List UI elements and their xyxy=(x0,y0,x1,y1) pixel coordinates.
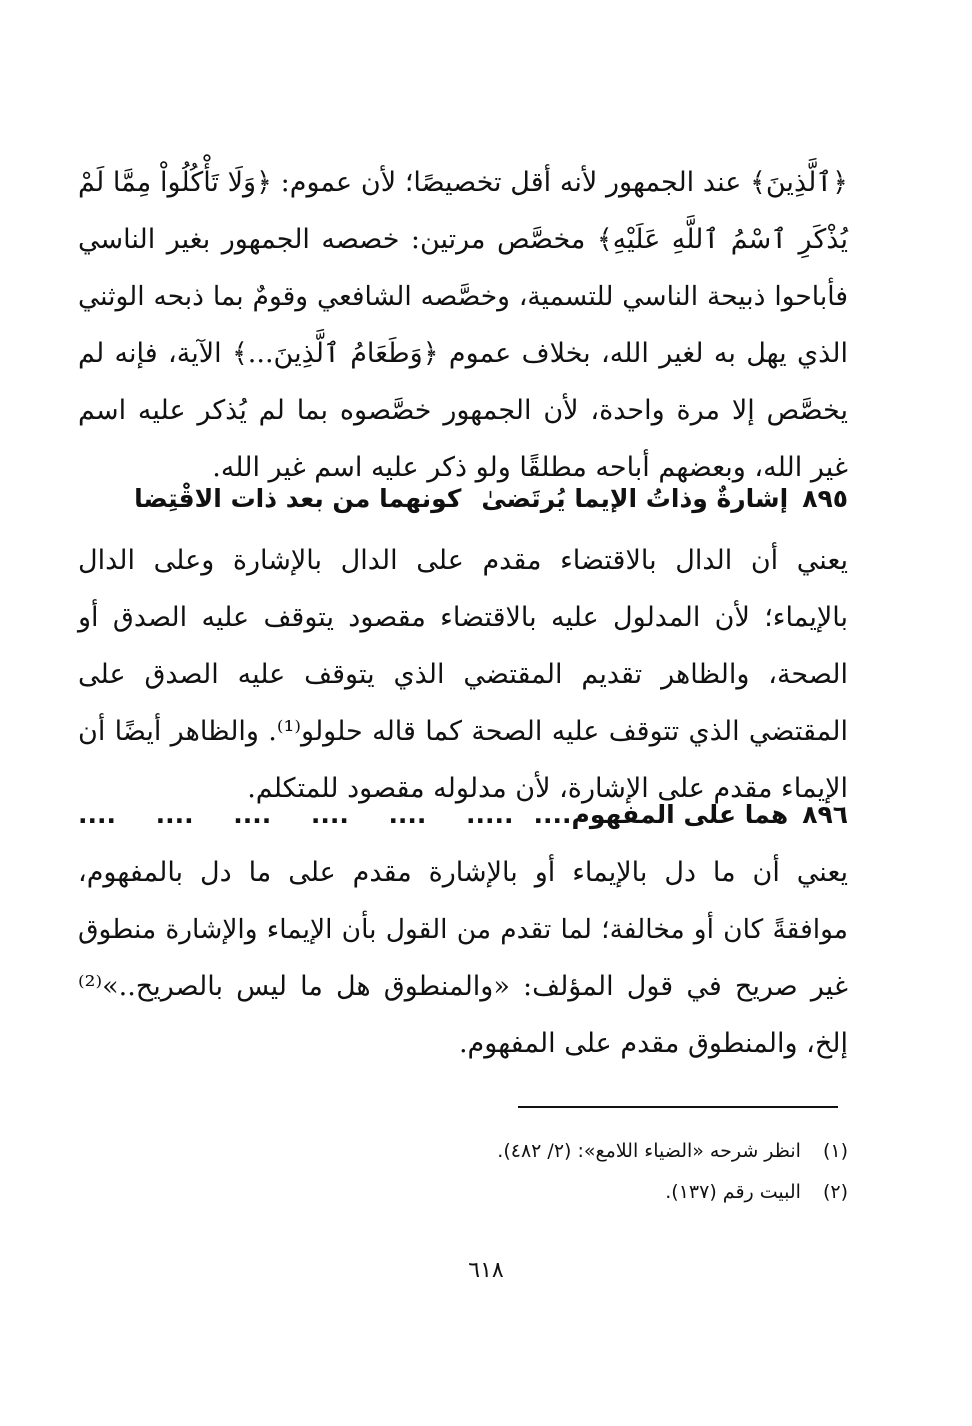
text-line: الإيماء مقدم على الإشارة، لأن مدلوله مقصود للمتكلم. xyxy=(247,773,848,804)
text-line: إلخ، والمنطوق مقدم على المفهوم. xyxy=(458,1028,848,1059)
text-line: يعني أن ما دل بالإيماء أو بالإشارة مقدم على ما دل بالمفهوم، xyxy=(78,857,848,888)
ellipsis-segment: .... xyxy=(310,800,349,829)
footnote-divider xyxy=(518,1106,838,1108)
verse-ellipsis xyxy=(78,788,514,842)
ellipsis-segment: .... xyxy=(155,800,194,829)
verse-number: ٨٩٥ xyxy=(802,484,848,513)
text-line: يُذْكَرِ ٱسْمُ ٱللَّهِ عَلَيْهِ﴾ مخصَّص مرتين: خصصه الجمهور بغير الناسي xyxy=(78,224,848,255)
verse-first-half: إشارةٌ وذاتُ الإيما يُرتَضىٰ xyxy=(481,484,789,513)
ellipsis-segment: .... xyxy=(388,800,427,829)
text-line: يعني أن الدال بالاقتضاء مقدم على الدال بالإشارة وعلى الدال xyxy=(78,545,848,576)
verse-second-half: كونهما من بعد ذات الاقْتِضا xyxy=(134,484,462,513)
footnote-text: البيت رقم (١٣٧). xyxy=(665,1181,801,1203)
text-line: غير صريح في قول المؤلف: «والمنطوق هل ما ليس بالصريح..»⁽²⁾ xyxy=(78,971,848,1002)
footnote-2 xyxy=(665,1175,848,1209)
footnote-number: (٢) xyxy=(822,1181,848,1203)
footnote-text: انظر شرحه «الضياء اللامع»: (٢/ ٤٨٢). xyxy=(497,1140,801,1162)
ellipsis-segment: .... xyxy=(78,800,116,829)
text-line: فأباحوا ذبيحة الناسي للتسمية، وخصَّصه الشافعي وقومٌ بما ذبحه الوثني xyxy=(78,281,848,312)
text-line: المقتضي الذي تتوقف عليه الصحة كما قاله حلولو⁽¹⁾. والظاهر أيضًا أن xyxy=(78,716,848,747)
verse-number: ٨٩٦ xyxy=(802,800,848,829)
ellipsis-segment: .... xyxy=(233,800,272,829)
page-number: ٦١٨ xyxy=(468,1258,504,1283)
text-line: يخصَّص إلا مرة واحدة، لأن الجمهور خصَّصوه بما لم يُذكر عليه اسم xyxy=(78,395,848,426)
ellipsis-segment: ..... xyxy=(466,800,514,829)
footnote-number: (١) xyxy=(822,1140,848,1162)
text-line: بالإيماء؛ لأن المدلول عليه بالاقتضاء مقصود يتوقف عليه الصدق أو xyxy=(78,602,848,633)
text-line: الذي يهل به لغير الله، بخلاف عموم ﴿وَطَعَامُ ٱلَّذِينَ...﴾ الآية، فإنه لم xyxy=(78,338,848,369)
footnote-1 xyxy=(497,1134,848,1168)
text-line: غير الله، وبعضهم أباحه مطلقًا ولو ذكر عليه اسم غير الله. xyxy=(212,452,848,483)
text-line: ﴿ٱلَّذِينَ﴾ عند الجمهور لأنه أقل تخصيصًا؛ لأن عموم: ﴿وَلَا تَأْكُلُواْ مِمَّا لَمْ xyxy=(78,167,848,198)
verse-line xyxy=(78,788,848,842)
text-line: موافقةً كان أو مخالفة؛ لما تقدم من القول بأن الإيماء والإشارة منطوق xyxy=(78,914,848,945)
text-line: الصحة، والظاهر تقديم المقتضي الذي يتوقف عليه الصدق على xyxy=(78,659,848,690)
verse-first-half: هما على المفهوم.... xyxy=(533,800,789,829)
verse-line xyxy=(78,472,848,526)
